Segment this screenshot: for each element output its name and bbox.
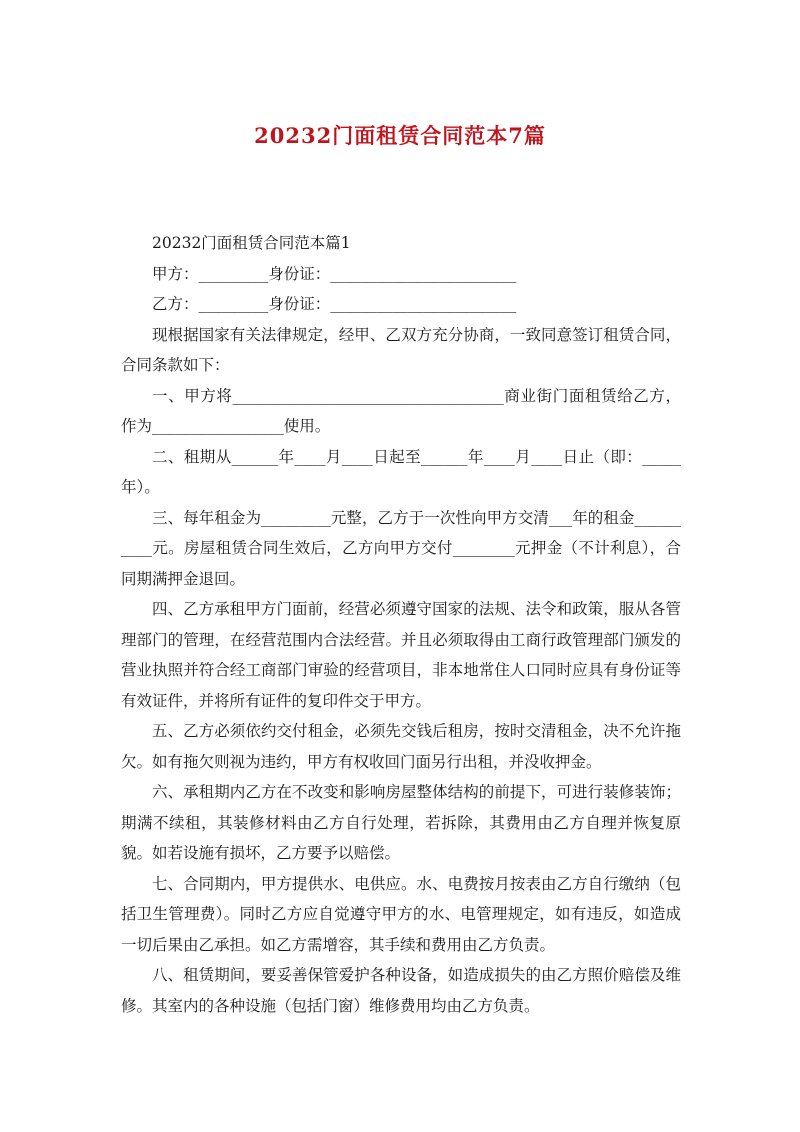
section-heading: 20232门面租赁合同范本篇1 <box>152 234 351 252</box>
clause-6: 六、承租期内乙方在不改变和影响房屋整体结构的前提下，可进行装修装饰；期满不续租，其装修材料由乙方自行处理，若拆除，其费用由乙方自理并恢复原貌。如若设施有损坏，乙方要予以赔偿。 <box>121 783 681 862</box>
clause-4: 四、乙方承租甲方门面前，经营必须遵守国家的法规、法令和政策，服从各管理部门的管理，在经营范围内合法经营。并且必须取得由工商行政管理部门颁发的营业执照并符合经工商部门审验的经营项目，非本地常住人口同时应具有身份证等有效证件，并将所有证件的复印件交于甲方。 <box>121 600 681 710</box>
preamble-paragraph: 现根据国家有关法律规定，经甲、乙双方充分协商，一致同意签订租赁合同，合同条款如下： <box>121 325 681 374</box>
clause-2: 二、租期从______年____月____日起至______年____月____日止（即：_____年）。 <box>121 447 681 496</box>
party-a-line: 甲方：_________身份证：________________________ <box>152 264 517 283</box>
party-b-line: 乙方：_________身份证：________________________ <box>152 295 517 313</box>
clause-8: 八、租赁期间，要妥善保管爱护各种设备，如造成损失的由乙方照价赔偿及维修。其室内的各种设施（包括门窗）维修费用均由乙方负责。 <box>121 966 681 1015</box>
clause-5: 五、乙方必须依约交付租金，必须先交钱后租房，按时交清租金，决不允许拖欠。如有拖欠则视为违约，甲方有权收回门面另行出租，并没收押金。 <box>121 722 681 771</box>
clause-3: 三、每年租金为_________元整，乙方于一次性向甲方交清___年的租金__________元。房屋租赁合同生效后，乙方向甲方交付________元押金（不计利息），合同期满押金退回。 <box>121 508 681 588</box>
clause-7: 七、合同期内，甲方提供水、电供应。水、电费按月按表由乙方自行缴纳（包括卫生管理费）。同时乙方应自觉遵守甲方的水、电管理规定，如有违反，如造成一切后果由乙承担。如乙方需增容，其手续和费用由乙方负责。 <box>121 874 681 954</box>
document-title: 20232门面租赁合同范本7篇 <box>254 123 546 148</box>
document-body <box>121 228 681 1021</box>
clause-1: 一、甲方将___________________________________商业街门面租赁给乙方，作为_________________使用。 <box>121 386 681 435</box>
